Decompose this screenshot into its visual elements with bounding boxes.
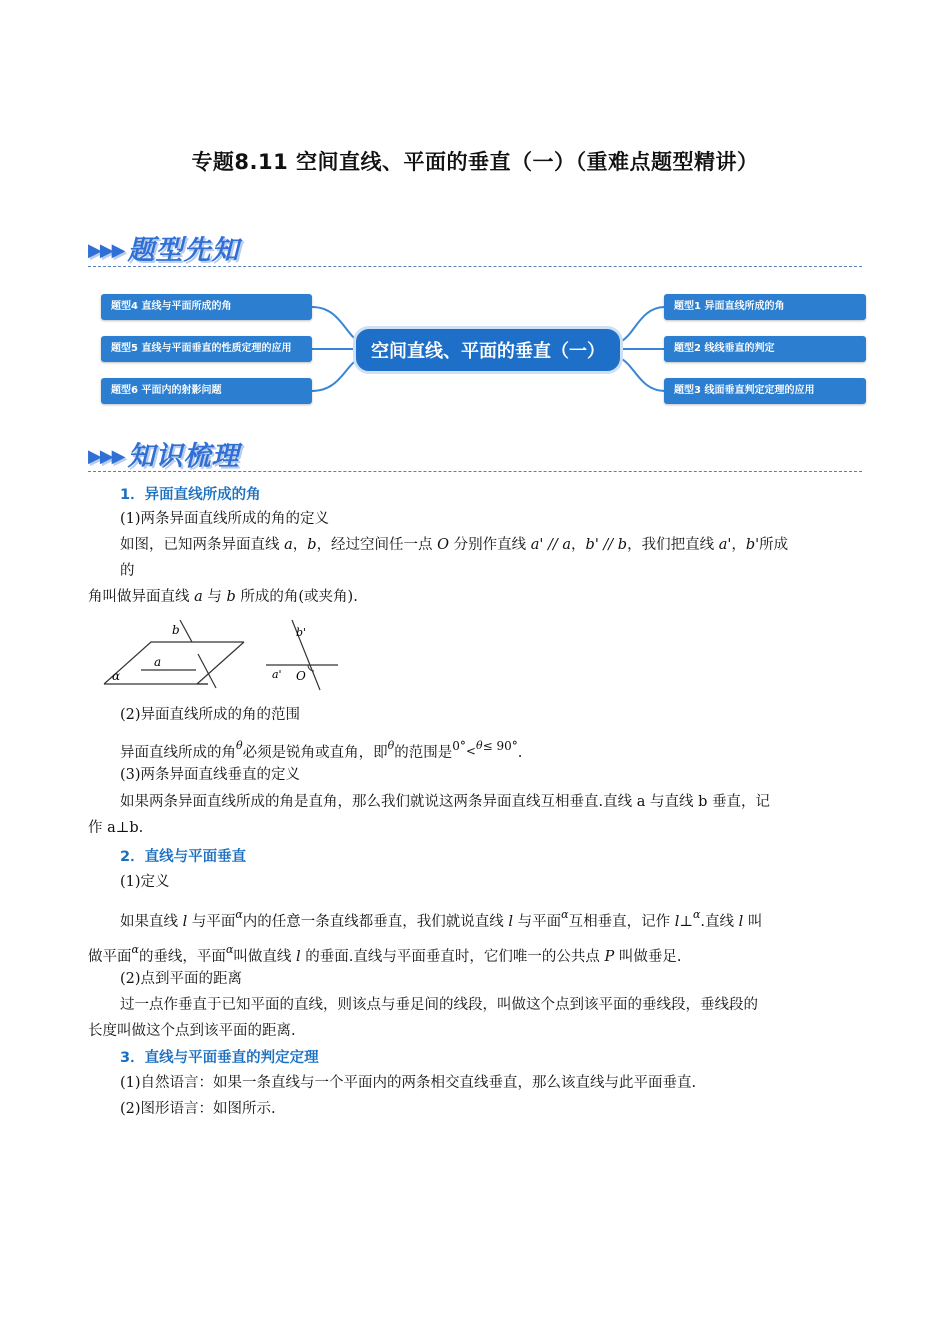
mindmap-center: 空间直线、平面的垂直（一）	[353, 326, 623, 374]
mindmap	[0, 280, 950, 410]
divider	[88, 266, 862, 267]
divider	[88, 471, 862, 472]
label-alpha: α	[112, 669, 121, 683]
section-heading-3: 3．直线与平面垂直的判定定理	[120, 1050, 319, 1066]
mindmap-node-type4: 题型4 直线与平面所成的角	[101, 294, 312, 320]
paragraph: (2)异面直线所成的角的范围	[120, 707, 301, 723]
triple-arrow-icon: ▶▶▶	[88, 446, 124, 467]
paragraph: 做平面$^\alpha$的垂线，平面$^\alpha$叫做直线 l 的垂面.直线与平面垂直时，它们唯一的公共点 P 叫做垂足.	[88, 943, 682, 965]
banner-label: 题型先知	[127, 235, 240, 266]
label-b: b	[172, 623, 180, 637]
paragraph: 的	[120, 563, 135, 579]
label-a-prime: a'	[272, 668, 282, 681]
banner-knowledge	[88, 434, 240, 473]
mindmap-node-type6: 题型6 平面内的射影问题	[101, 378, 312, 404]
label-b-prime: b'	[296, 626, 307, 639]
paragraph: 过一点作垂直于已知平面的直线，则该点与垂足间的线段，叫做这个点到该平面的垂线段，垂线段的	[120, 997, 758, 1013]
paragraph: (3)两条异面直线垂直的定义	[120, 767, 301, 783]
mindmap-node-type1: 题型1 异面直线所成的角	[664, 294, 866, 320]
paragraph: 如果两条异面直线所成的角是直角，那么我们就说这两条异面直线互相垂直.直线 a 与直线 b 垂直，记	[120, 794, 770, 810]
paragraph: 如图，已知两条异面直线 a，b，经过空间任一点 O 分别作直线 a' // a，b' // b，我们把直线 a'，b'所成	[120, 537, 789, 553]
paragraph: 角叫做异面直线 a 与 b 所成的角(或夹角).	[88, 589, 358, 605]
banner-label: 知识梳理	[127, 441, 240, 472]
mindmap-node-type2: 题型2 线线垂直的判定	[664, 336, 866, 362]
label-a: a	[154, 655, 162, 669]
skew-lines-figure	[96, 614, 346, 696]
paragraph: (1)两条异面直线所成的角的定义	[120, 511, 330, 527]
paragraph: 长度叫做这个点到该平面的距离.	[88, 1023, 296, 1039]
paragraph: 作 a⊥b.	[88, 820, 144, 836]
paragraph: 如果直线 l 与平面$^\alpha$内的任意一条直线都垂直，我们就说直线 l 与平面$^\alpha$互相垂直，记作 l⊥$^\alpha$.直线 l 叫	[120, 908, 763, 930]
paragraph: (2)图形语言：如图所示.	[120, 1101, 276, 1117]
paragraph: (1)自然语言：如果一条直线与一个平面内的两条相交直线垂直，那么该直线与此平面垂直.	[120, 1075, 697, 1091]
paragraph: 异面直线所成的角$^\theta$必须是锐角或直角，即$^\theta$的范围是$^{0^\circ}$<$^{\theta\le 90^\circ}$.	[120, 739, 523, 761]
banner-question-types	[88, 228, 240, 267]
section-heading-2: 2．直线与平面垂直	[120, 849, 247, 865]
label-O: O	[296, 669, 306, 683]
mindmap-node-type5: 题型5 直线与平面垂直的性质定理的应用	[101, 336, 312, 362]
section-heading-1: 1．异面直线所成的角	[120, 487, 261, 503]
page-title: 专题8.11 空间直线、平面的垂直（一）（重难点题型精讲）	[191, 150, 759, 174]
mindmap-node-type3: 题型3 线面垂直判定定理的应用	[664, 378, 866, 404]
paragraph: (1)定义	[120, 874, 170, 890]
paragraph: (2)点到平面的距离	[120, 971, 243, 987]
triple-arrow-icon: ▶▶▶	[88, 240, 124, 261]
